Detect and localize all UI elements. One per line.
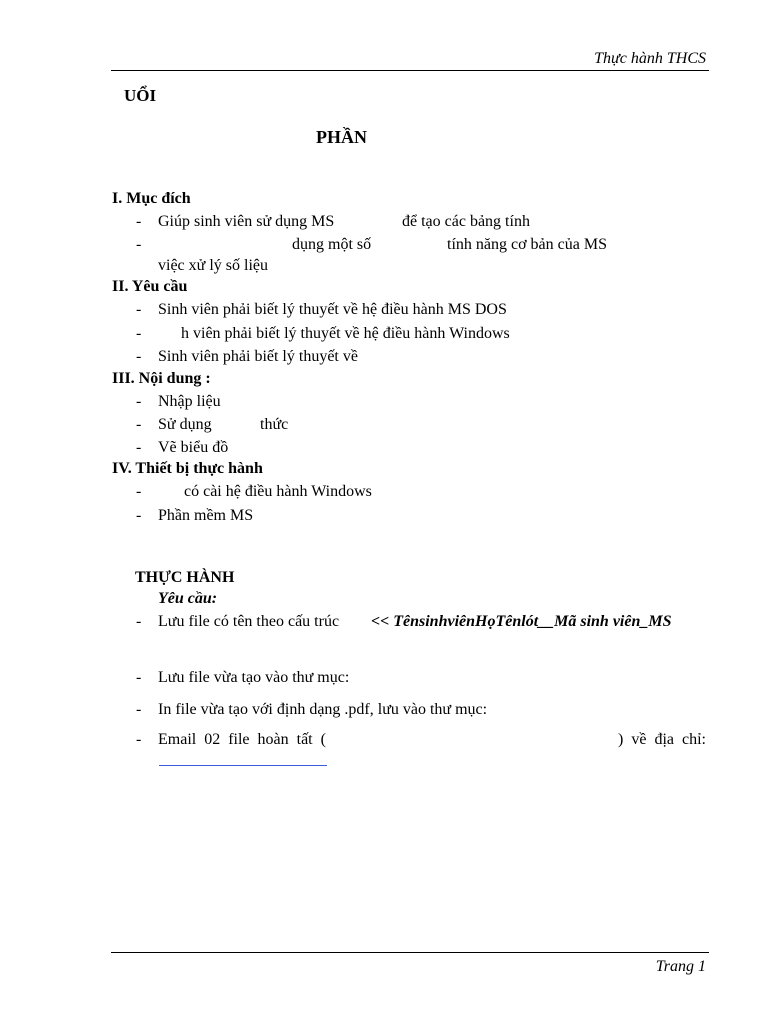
list-dash: - — [136, 213, 142, 230]
list-item: Sinh viên phải biết lý thuyết về hệ điều hành MS DOS — [158, 301, 507, 318]
practice-title: THỰC HÀNH — [135, 569, 235, 586]
practice-subtitle: Yêu cầu: — [158, 590, 218, 607]
list-dash: - — [136, 301, 142, 318]
list-item: In file vừa tạo với định dạng .pdf, lưu vào thư mục: — [158, 701, 488, 718]
email-link[interactable] — [159, 765, 327, 766]
list-dash: - — [136, 236, 142, 253]
list-item: Email 02 file hoàn tất ( — [158, 731, 326, 748]
list-item: Sử dụng — [158, 416, 212, 433]
filename-pattern: << TênsinhviênHọTênlót__Mã sinh viên_MS — [371, 613, 672, 630]
list-item: Giúp sinh viên sử dụng MS — [158, 213, 335, 230]
list-item: Lưu file vừa tạo vào thư mục: — [158, 669, 350, 686]
section-heading-requirements: II. Yêu cầu — [112, 278, 188, 295]
lesson-title-fragment: UỔI — [124, 86, 157, 105]
list-dash: - — [136, 325, 142, 342]
header-rule — [111, 70, 709, 71]
list-item: Vẽ biểu đồ — [158, 439, 229, 456]
list-item-wrap: việc xử lý số liệu — [158, 257, 268, 274]
list-item: Phần mềm MS — [158, 507, 254, 524]
list-item-continuation: để tạo các bảng tính — [402, 213, 530, 230]
list-dash: - — [136, 669, 142, 686]
list-dash: - — [136, 439, 142, 456]
list-item: có cài hệ điều hành Windows — [184, 483, 372, 500]
list-dash: - — [136, 507, 142, 524]
list-dash: - — [136, 416, 142, 433]
list-dash: - — [136, 613, 142, 630]
list-dash: - — [136, 701, 142, 718]
section-heading-content: III. Nội dung : — [112, 370, 211, 387]
part-title: PHẦN — [316, 127, 367, 147]
list-item-continuation: tính năng cơ bản của MS — [447, 236, 607, 253]
list-item: Nhập liệu — [158, 393, 221, 410]
list-item: dụng một số — [292, 236, 372, 253]
page-header: Thực hành THCS — [594, 50, 706, 67]
list-item: h viên phải biết lý thuyết về hệ điều hành Windows — [181, 325, 510, 342]
list-item: Sinh viên phải biết lý thuyết về — [158, 348, 358, 365]
list-dash: - — [136, 393, 142, 410]
list-dash: - — [136, 483, 142, 500]
list-item-continuation: thức — [260, 416, 289, 433]
page-number: Trang 1 — [655, 958, 706, 975]
list-item-continuation: ) về địa chỉ: — [618, 731, 706, 748]
section-heading-purpose: I. Mục đích — [112, 190, 191, 207]
footer-rule — [111, 952, 709, 953]
section-heading-equipment: IV. Thiết bị thực hành — [112, 460, 263, 477]
list-dash: - — [136, 731, 142, 748]
list-dash: - — [136, 348, 142, 365]
list-item: Lưu file có tên theo cấu trúc — [158, 613, 340, 630]
